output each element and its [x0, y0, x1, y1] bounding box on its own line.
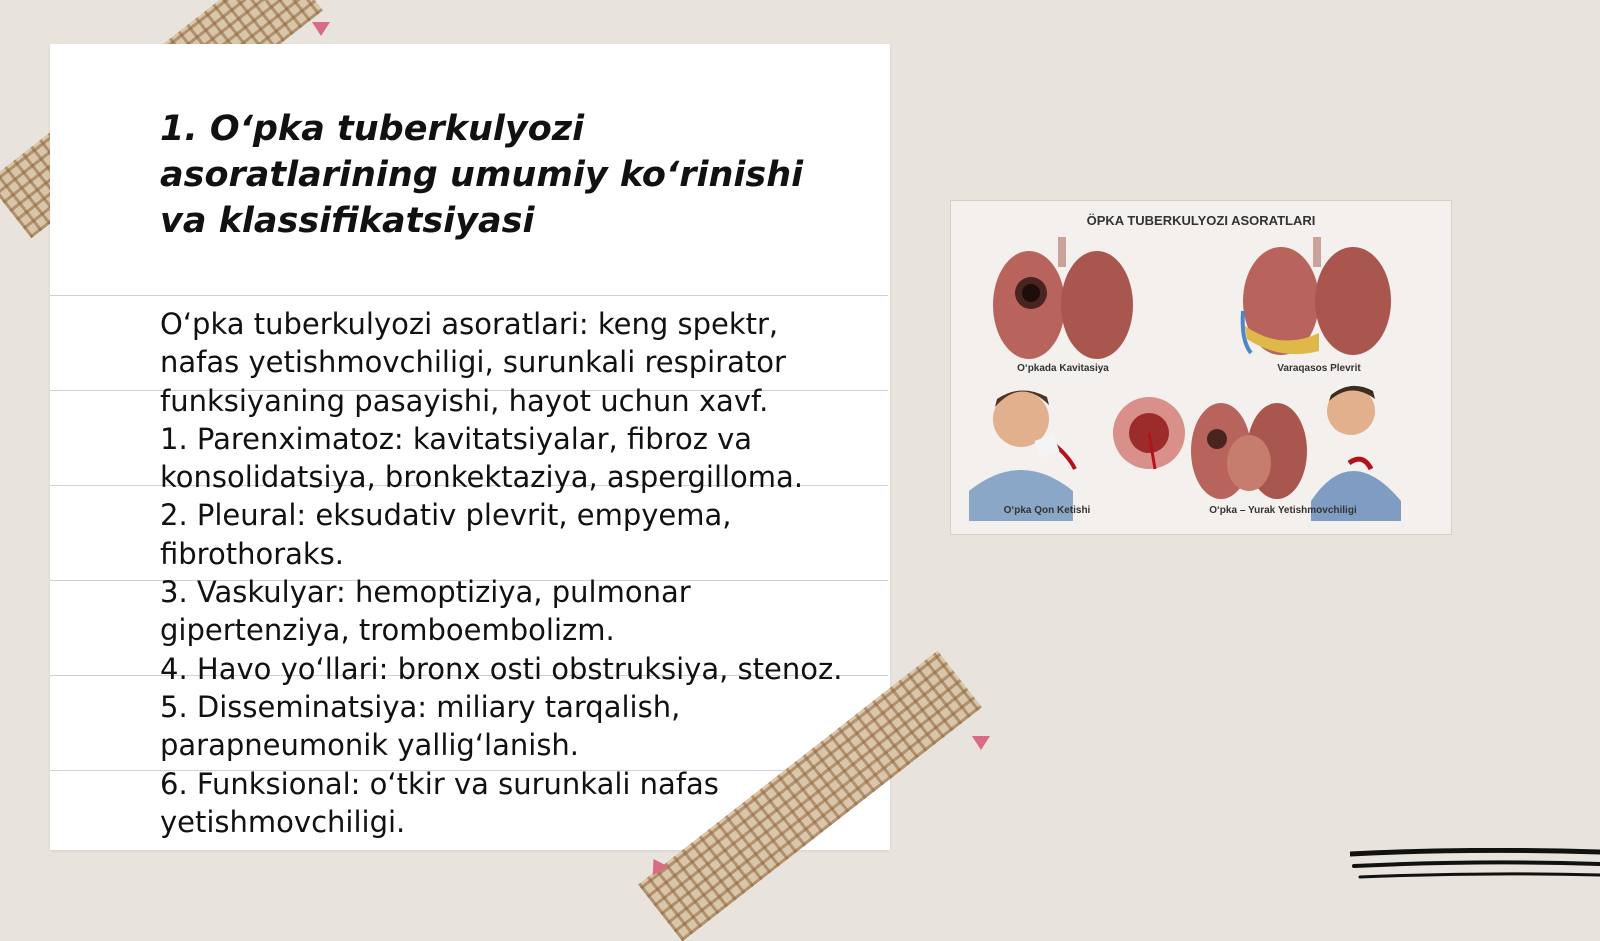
heart-lungs-icon: [1191, 403, 1307, 499]
slide-title: 1. O‘pka tuberkulyozi asoratlarining umumiy ko‘rinishi va klassifikatsiyasi: [160, 109, 804, 241]
pin-icon: [972, 736, 990, 750]
coughing-man-icon: [969, 390, 1075, 521]
illustration-drawing: [951, 201, 1451, 534]
list-item: 2. Pleural: eksudativ plevrit, empyema, fibrothoraks.: [160, 498, 732, 571]
illustration-title: ÖPKA TUBERKULYOZI ASORATLARI: [1086, 213, 1316, 228]
slide-body: [160, 305, 860, 841]
lungs-cavity-icon: [993, 237, 1133, 359]
ruled-line: [50, 295, 888, 296]
list-item: 5. Disseminatsiya: miliary tarqalish, parapneumonik yallig‘lanish.: [160, 689, 681, 763]
intro-paragraph: O‘pka tuberkulyozi asoratlari: keng spektr, nafas yetishmovchiligi, surunkali respirator funksiyaning pasayishi, hayot uchun xavf.: [160, 307, 786, 418]
label-cor-pulmonale: O‘pka – Yurak Yetishmovchiligi: [1209, 505, 1357, 516]
brush-strokes-decoration: [1350, 848, 1600, 888]
tb-complications-illustration: [950, 200, 1452, 535]
label-hemoptysis: O‘pka Qon Ketishi: [1003, 505, 1091, 516]
list-item: 6. Funksional: o‘tkir va surunkali nafas yetishmovchiligi.: [160, 766, 719, 839]
pin-icon: [312, 22, 330, 36]
list-item: 1. Parenximatoz: kavitatsiyalar, fibroz va konsolidatsiya, bronkektaziya, aspergilloma.: [160, 421, 804, 495]
man-chest-pain-icon: [1311, 386, 1401, 521]
label-effusion: Varaqasos Plevrit: [1277, 363, 1361, 374]
bronchus-bleeding-icon: [1113, 397, 1185, 469]
list-item: 3. Vaskulyar: hemoptiziya, pulmonar gipertenziya, tromboembolizm.: [160, 575, 691, 648]
list-item: 4. Havo yo‘llari: bronx osti obstruksiya, stenoz.: [160, 651, 843, 686]
label-cavity: O‘pkada Kavitasiya: [1017, 363, 1109, 374]
lungs-effusion-icon: [1243, 237, 1391, 355]
